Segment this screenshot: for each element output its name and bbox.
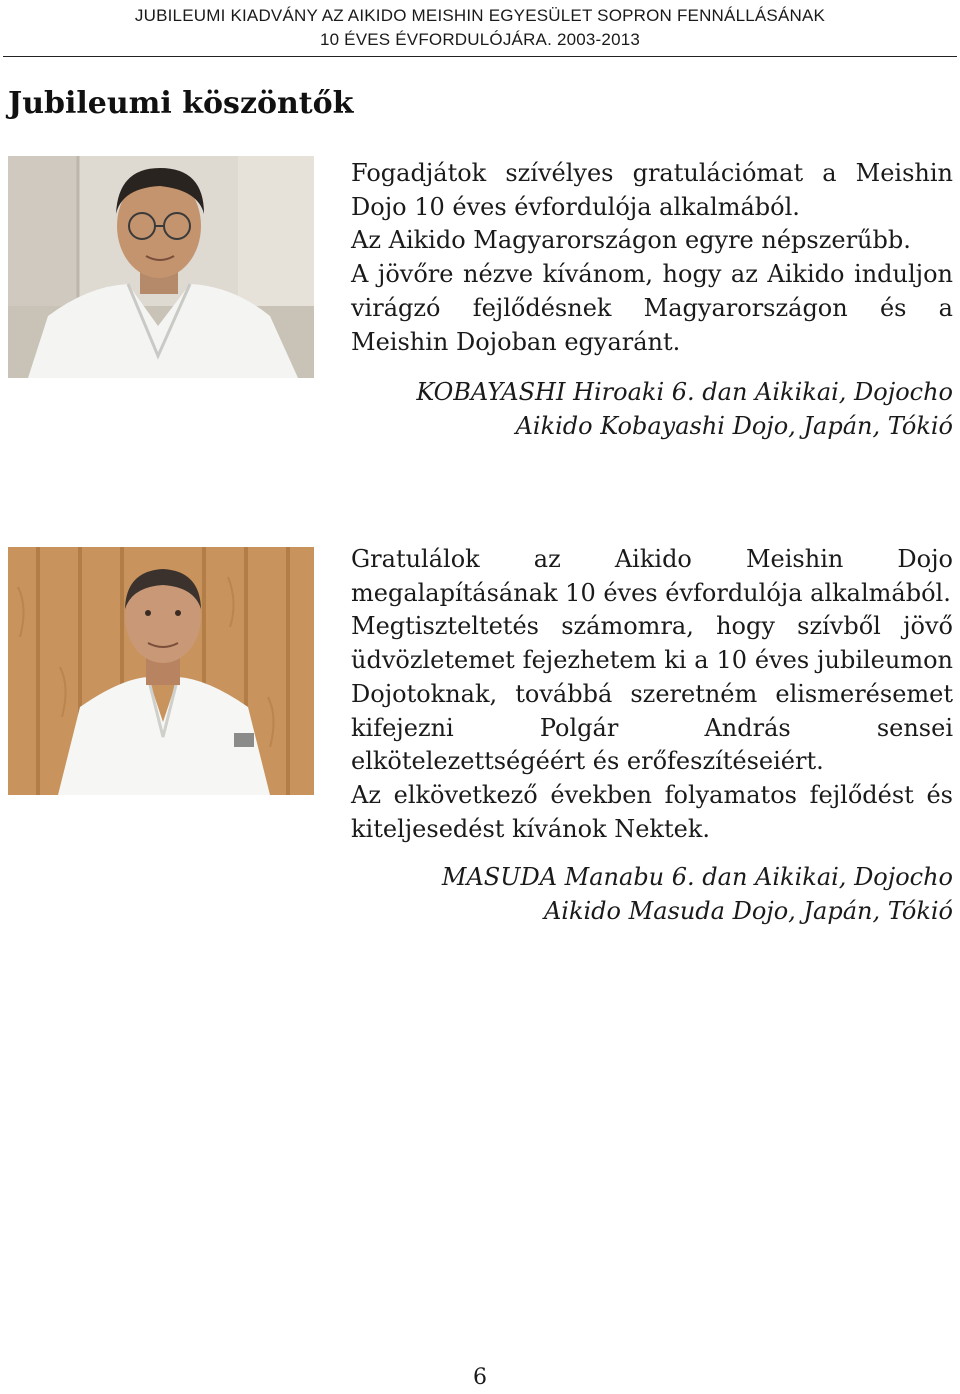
greeting-1-paragraph: Fogadjátok szívélyes gratulációmat a Meishin Dojo 10 éves évfordulója alkalmából. [351, 159, 953, 221]
portrait-photo-kobayashi [8, 156, 314, 378]
signature-kobayashi [333, 376, 953, 443]
running-header [0, 4, 960, 52]
greeting-2-paragraph: Az elkövetkező években folyamatos fejlődést és kiteljesedést kívánok Nektek. [351, 780, 953, 843]
header-line-1: JUBILEUMI KIADVÁNY AZ AIKIDO MEISHIN EGYESÜLET SOPRON FENNÁLLÁSÁNAK [134, 6, 826, 25]
signature-dojo: Aikido Masuda Dojo, Japán, Tókió [543, 896, 953, 925]
signature-name-rank: MASUDA Manabu 6. dan Aikikai, Dojocho [441, 863, 953, 891]
signature-masuda [333, 861, 953, 928]
signature-dojo: Aikido Kobayashi Dojo, Japán, Tókió [515, 411, 953, 440]
header-divider [3, 56, 957, 57]
greeting-2-paragraph: Megtiszteltetés számomra, hogy szívből jövő üdvözletemet fejezhetem ki a 10 éves jubileumon Dojotoknak, továbbá szeretném elismerésemet kifejezni Polgár András sensei elkötelezettségéért és erőfeszítéseiért. [351, 612, 953, 776]
greeting-1-paragraph: Az Aikido Magyarországon egyre népszerűbb. [351, 226, 911, 255]
header-line-2: 10 ÉVES ÉVFORDULÓJÁRA. 2003-2013 [319, 30, 641, 49]
greeting-message-2 [351, 543, 953, 846]
signature-name-rank: KOBAYASHI Hiroaki 6. dan Aikikai, Dojocho [416, 378, 953, 406]
page-number: 6 [473, 1365, 487, 1390]
portrait-photo-masuda [8, 547, 314, 795]
greeting-1-paragraph: A jövőre nézve kívánom, hogy az Aikido induljon virágzó fejlődésnek Magyarországon és a Meishin Dojoban egyaránt. [351, 260, 953, 356]
greeting-2-paragraph: Gratulálok az Aikido Meishin Dojo megalapításának 10 éves évfordulója alkalmából. [351, 545, 953, 607]
greeting-message-1 [351, 157, 953, 359]
page-title: Jubileumi köszöntők [8, 86, 354, 121]
